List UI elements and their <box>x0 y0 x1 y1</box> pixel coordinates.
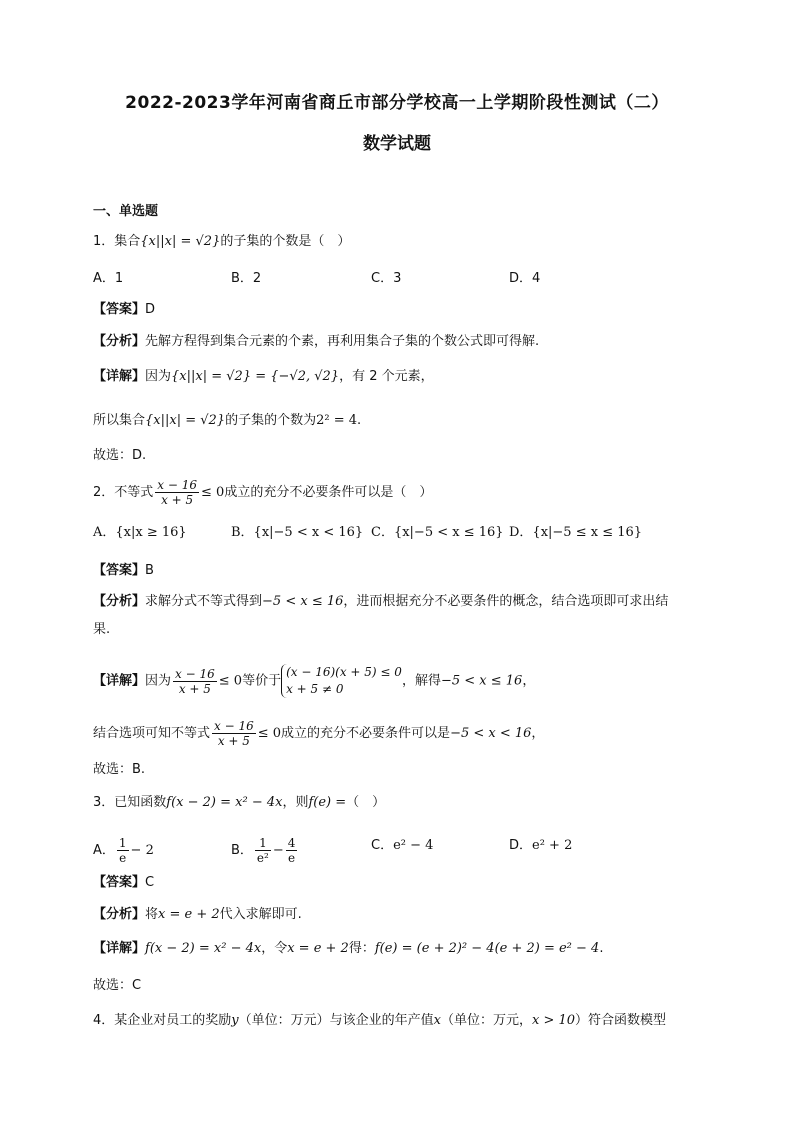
q4-stem: 4．某企业对员工的奖励y（单位：万元）与该企业的年产值x（单位：万元，x > 10）符合函数模型 <box>93 1013 667 1028</box>
q3-option-c: C．e² − 4 <box>371 838 434 853</box>
q2-fraction: $\frac{x - 16}{x + 5}$ <box>157 478 198 507</box>
q2-analysis-line2: 果. <box>93 622 111 637</box>
q1-detail-line1: 【详解】因为{x||x| = √2} = {−√2, √2}，有 2 个元素， <box>93 369 434 384</box>
q1-conclusion: 故选：D. <box>93 448 147 463</box>
q2-detail-line2: 结合选项可知不等式 $\frac{x - 16}{x + 5}$ ≤ 0成立的充分不必要条件可以是−5 < x < 16， <box>93 719 545 748</box>
q2-analysis-line1: 【分析】求解分式不等式得到−5 < x ≤ 16，进而根据充分不必要条件的概念，结合选项即可求出结 <box>93 594 669 609</box>
q3-option-a: A． $\frac{1}{e}$ − 2 <box>93 836 154 865</box>
q2-inequality-system: (x − 16)(x + 5) ≤ 0 x + 5 ≠ 0 <box>281 664 402 698</box>
q2-stem: 2．不等式 $\frac{x - 16}{x + 5}$ ≤ 0成立的充分不必要条件可以是（ ） <box>93 478 433 507</box>
q3-option-b: B． $\frac{1}{\text{e²}}$ − $\frac{4}{e}$ <box>231 836 296 865</box>
q2-option-d: D．{x|−5 ≤ x ≤ 16} <box>509 525 643 540</box>
q1-set: {x||x| = √2} <box>140 234 221 249</box>
q1-option-b: B．2 <box>231 271 262 286</box>
q2-detail-line1: 【详解】因为 $\frac{x - 16}{x + 5}$ ≤ 0等价于 (x − 16)(x + 5) ≤ 0 x + 5 ≠ 0 ，解得−5 < x ≤ 16， <box>93 665 536 696</box>
q2-conclusion: 故选：B. <box>93 762 146 777</box>
q1-option-a: A．1 <box>93 271 124 286</box>
q1-option-d: D．4 <box>509 271 541 286</box>
section-heading: 一、单选题 <box>93 204 159 219</box>
q3-stem: 3．已知函数f(x − 2) = x² − 4x，则f(e) =（ ） <box>93 795 386 810</box>
q2-option-c: C．{x|−5 < x ≤ 16} <box>371 525 504 540</box>
q1-option-c: C．3 <box>371 271 402 286</box>
q3-option-d: D．e² + 2 <box>509 838 573 853</box>
q3-answer: 【答案】C <box>93 875 155 890</box>
paper-title: 2022-2023学年河南省商丘市部分学校高一上学期阶段性测试（二） <box>125 93 669 113</box>
q1-answer: 【答案】D <box>93 302 156 317</box>
q1-stem: 1．集合{x||x| = √2}的子集的个数是（ ） <box>93 234 351 249</box>
paper-subtitle: 数学试题 <box>363 134 431 154</box>
q1-analysis: 【分析】先解方程得到集合元素的个素，再利用集合子集的个数公式即可得解. <box>93 334 540 349</box>
q2-answer: 【答案】B <box>93 563 154 578</box>
q3-detail: 【详解】f(x − 2) = x² − 4x，令x = e + 2得：f(e) = (e + 2)² − 4(e + 2) = e² − 4. <box>93 941 604 956</box>
q3-conclusion: 故选：C <box>93 978 142 993</box>
q2-option-b: B．{x|−5 < x < 16} <box>231 525 364 540</box>
q3-analysis: 【分析】将x = e + 2代入求解即可. <box>93 907 302 922</box>
q1-detail-line2: 所以集合{x||x| = √2}的子集的个数为2² = 4. <box>93 413 362 428</box>
q2-option-a: A．{x|x ≥ 16} <box>93 525 187 540</box>
